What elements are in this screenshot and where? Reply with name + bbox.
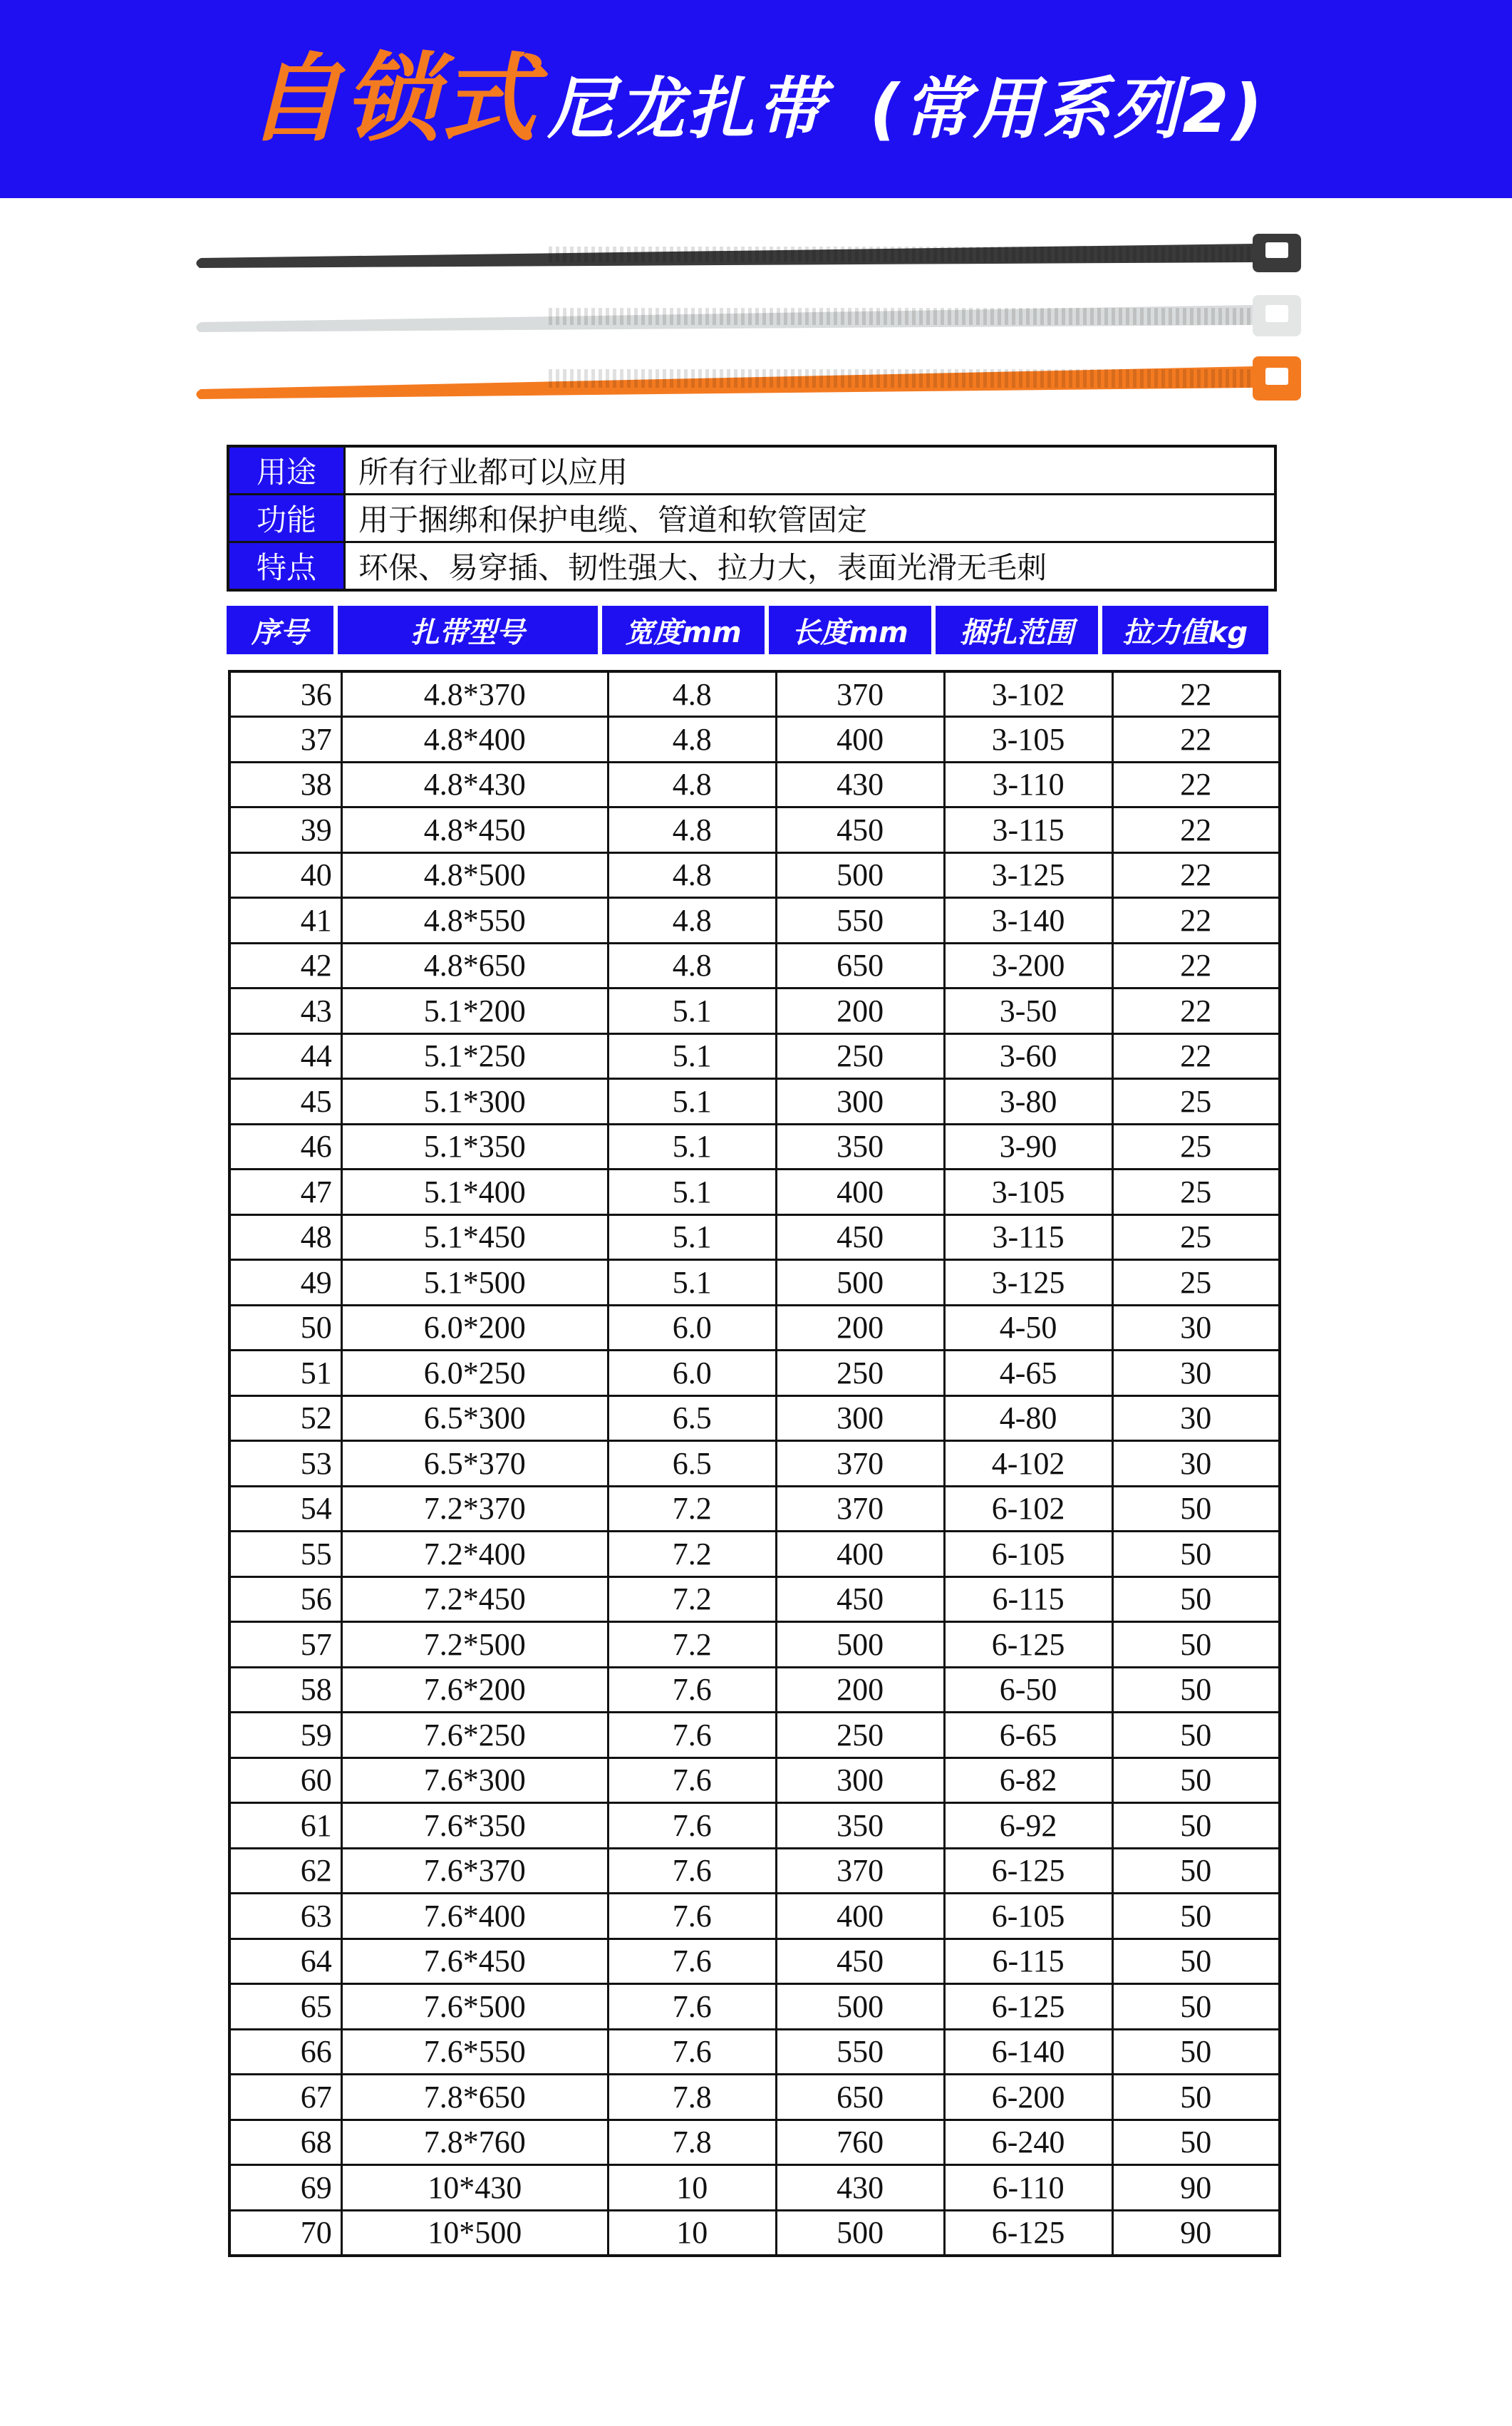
table-cell: 50 (1112, 1757, 1280, 1803)
table-cell: 30 (1112, 1395, 1280, 1441)
info-row (228, 542, 1275, 591)
table-row (229, 1351, 1280, 1396)
table-cell: 51 (229, 1351, 341, 1396)
table-cell: 550 (776, 898, 944, 944)
table-cell: 6-200 (944, 2075, 1112, 2120)
table-cell: 25 (1112, 1170, 1280, 1215)
table-cell: 650 (776, 943, 944, 989)
table-cell: 61 (229, 1803, 341, 1849)
table-cell: 4.8 (608, 898, 776, 944)
table-cell: 7.6*250 (341, 1713, 608, 1758)
table-cell: 59 (229, 1713, 341, 1758)
table-cell: 7.2*500 (341, 1622, 608, 1668)
table-cell: 37 (229, 717, 341, 763)
natural-cable-tie (196, 295, 1301, 336)
table-cell: 3-110 (944, 762, 1112, 807)
table-cell: 25 (1112, 1260, 1280, 1306)
table-cell: 5.1 (608, 1079, 776, 1125)
table-cell: 3-115 (944, 807, 1112, 853)
table-cell: 7.2 (608, 1532, 776, 1577)
table-cell: 450 (776, 1576, 944, 1622)
table-row (229, 2210, 1280, 2256)
table-row (229, 2029, 1280, 2075)
table-cell: 4.8*500 (341, 852, 608, 898)
table-cell: 760 (776, 2120, 944, 2165)
table-row (229, 898, 1280, 944)
table-cell: 50 (1112, 1667, 1280, 1713)
table-cell: 7.8*760 (341, 2120, 608, 2165)
table-cell: 50 (1112, 2120, 1280, 2165)
table-cell: 67 (229, 2075, 341, 2120)
table-cell: 10*430 (341, 2165, 608, 2211)
table-cell: 45 (229, 1079, 341, 1125)
table-cell: 6-125 (944, 1984, 1112, 2030)
table-cell: 250 (776, 1713, 944, 1758)
table-cell: 6-82 (944, 1757, 1112, 1803)
table-row (229, 717, 1280, 763)
table-cell: 10 (608, 2165, 776, 2211)
table-cell: 3-105 (944, 1170, 1112, 1215)
table-cell: 3-125 (944, 852, 1112, 898)
table-cell: 6-92 (944, 1803, 1112, 1849)
table-row (229, 1622, 1280, 1668)
table-row (229, 1757, 1280, 1803)
table-cell: 6-102 (944, 1486, 1112, 1532)
table-cell: 5.1 (608, 1170, 776, 1215)
info-label: 用途 (228, 446, 345, 495)
table-cell: 22 (1112, 898, 1280, 944)
table-row (229, 1305, 1280, 1351)
table-cell: 6.5*370 (341, 1441, 608, 1487)
table-cell: 22 (1112, 852, 1280, 898)
table-cell: 50 (1112, 1622, 1280, 1668)
table-cell: 57 (229, 1622, 341, 1668)
table-cell: 6.0 (608, 1305, 776, 1351)
table-row (229, 1894, 1280, 1939)
column-header: 宽度mm (602, 606, 765, 654)
table-cell: 50 (1112, 1486, 1280, 1532)
table-cell: 7.6 (608, 2029, 776, 2075)
table-cell: 3-140 (944, 898, 1112, 944)
table-cell: 6-65 (944, 1713, 1112, 1758)
table-cell: 49 (229, 1260, 341, 1306)
table-cell: 38 (229, 762, 341, 807)
table-cell: 56 (229, 1576, 341, 1622)
table-row (229, 1713, 1280, 1758)
table-cell: 50 (1112, 1576, 1280, 1622)
table-cell: 50 (229, 1305, 341, 1351)
column-header: 长度mm (769, 606, 931, 654)
table-cell: 7.2*450 (341, 1576, 608, 1622)
table-cell: 47 (229, 1170, 341, 1215)
table-cell: 5.1*450 (341, 1214, 608, 1260)
table-cell: 46 (229, 1124, 341, 1170)
table-row (229, 1532, 1280, 1577)
table-cell: 200 (776, 1667, 944, 1713)
table-cell: 42 (229, 943, 341, 989)
table-cell: 3-50 (944, 989, 1112, 1034)
spec-table-header (227, 606, 1280, 654)
table-cell: 43 (229, 989, 341, 1034)
table-cell: 7.6 (608, 1713, 776, 1758)
table-cell: 53 (229, 1441, 341, 1487)
table-cell: 430 (776, 762, 944, 807)
table-cell: 30 (1112, 1305, 1280, 1351)
table-cell: 4.8 (608, 943, 776, 989)
table-row (229, 1576, 1280, 1622)
table-cell: 6.5 (608, 1441, 776, 1487)
info-value: 用于捆绑和保护电缆、管道和软管固定 (345, 495, 1276, 542)
table-cell: 4.8*550 (341, 898, 608, 944)
table-cell: 6-125 (944, 1848, 1112, 1894)
table-cell: 400 (776, 717, 944, 763)
table-cell: 22 (1112, 989, 1280, 1034)
table-cell: 50 (1112, 1984, 1280, 2030)
table-row (229, 1170, 1280, 1215)
table-cell: 30 (1112, 1351, 1280, 1396)
table-cell: 10 (608, 2210, 776, 2256)
table-row (229, 1803, 1280, 1849)
table-cell: 22 (1112, 943, 1280, 989)
table-cell: 500 (776, 1260, 944, 1306)
title-main: 尼龙扎带 (547, 71, 827, 148)
table-row (229, 1395, 1280, 1441)
table-cell: 500 (776, 1984, 944, 2030)
table-cell: 7.6*450 (341, 1939, 608, 1984)
table-cell: 25 (1112, 1079, 1280, 1125)
table-cell: 5.1*350 (341, 1124, 608, 1170)
table-cell: 3-200 (944, 943, 1112, 989)
table-cell: 4.8*450 (341, 807, 608, 853)
table-cell: 6.0 (608, 1351, 776, 1396)
table-cell: 370 (776, 1848, 944, 1894)
info-value: 所有行业都可以应用 (345, 446, 1276, 495)
table-cell: 4.8*400 (341, 717, 608, 763)
table-cell: 5.1 (608, 1260, 776, 1306)
table-cell: 7.2 (608, 1576, 776, 1622)
table-cell: 50 (1112, 1894, 1280, 1939)
table-cell: 54 (229, 1486, 341, 1532)
table-cell: 22 (1112, 717, 1280, 763)
column-header: 捆扎范围 (936, 606, 1098, 654)
table-cell: 4.8 (608, 807, 776, 853)
table-cell: 400 (776, 1894, 944, 1939)
info-value: 环保、易穿插、韧性强大、拉力大，表面光滑无毛刺 (345, 542, 1276, 591)
table-cell: 3-105 (944, 717, 1112, 763)
table-cell: 4-80 (944, 1395, 1112, 1441)
table-cell: 7.8*650 (341, 2075, 608, 2120)
table-cell: 4.8*370 (341, 671, 608, 717)
table-cell: 3-60 (944, 1033, 1112, 1079)
table-cell: 450 (776, 1939, 944, 1984)
table-cell: 7.6 (608, 1894, 776, 1939)
table-cell: 52 (229, 1395, 341, 1441)
table-cell: 430 (776, 2165, 944, 2211)
table-cell: 44 (229, 1033, 341, 1079)
table-cell: 6-125 (944, 1622, 1112, 1668)
info-label: 功能 (228, 495, 345, 542)
table-cell: 7.6*370 (341, 1848, 608, 1894)
table-row (229, 1260, 1280, 1306)
table-cell: 66 (229, 2029, 341, 2075)
table-cell: 5.1 (608, 989, 776, 1034)
table-cell: 70 (229, 2210, 341, 2256)
info-label: 特点 (228, 542, 345, 591)
orange-cable-tie (196, 356, 1301, 401)
column-header: 扎带型号 (338, 606, 598, 654)
table-cell: 6.0*250 (341, 1351, 608, 1396)
table-cell: 25 (1112, 1214, 1280, 1260)
column-header: 序号 (227, 606, 333, 654)
black-cable-tie (196, 234, 1301, 272)
table-cell: 450 (776, 807, 944, 853)
table-cell: 370 (776, 1486, 944, 1532)
table-row (229, 1984, 1280, 2030)
table-cell: 5.1*400 (341, 1170, 608, 1215)
table-row (229, 2165, 1280, 2211)
table-cell: 90 (1112, 2165, 1280, 2211)
table-cell: 7.6 (608, 1803, 776, 1849)
table-cell: 5.1*250 (341, 1033, 608, 1079)
table-cell: 4.8 (608, 671, 776, 717)
table-cell: 90 (1112, 2210, 1280, 2256)
table-cell: 6-140 (944, 2029, 1112, 2075)
table-cell: 22 (1112, 671, 1280, 717)
table-row (229, 1848, 1280, 1894)
table-row (229, 989, 1280, 1034)
table-row (229, 2075, 1280, 2120)
table-cell: 300 (776, 1757, 944, 1803)
table-cell: 550 (776, 2029, 944, 2075)
table-cell: 50 (1112, 2075, 1280, 2120)
table-cell: 7.6*400 (341, 1894, 608, 1939)
table-cell: 500 (776, 2210, 944, 2256)
table-cell: 350 (776, 1124, 944, 1170)
spec-table (228, 670, 1281, 2257)
table-cell: 41 (229, 898, 341, 944)
table-cell: 4.8 (608, 717, 776, 763)
table-cell: 7.6*300 (341, 1757, 608, 1803)
table-cell: 300 (776, 1395, 944, 1441)
table-row (229, 1079, 1280, 1125)
table-cell: 200 (776, 1305, 944, 1351)
table-cell: 450 (776, 1214, 944, 1260)
title-series: (常用系列2) (869, 71, 1265, 148)
table-cell: 370 (776, 671, 944, 717)
table-cell: 50 (1112, 1532, 1280, 1577)
cable-ties-image (192, 227, 1318, 412)
info-row (228, 495, 1275, 542)
table-cell: 6.5*300 (341, 1395, 608, 1441)
table-row (229, 1214, 1280, 1260)
table-cell: 7.6*500 (341, 1984, 608, 2030)
table-cell: 22 (1112, 1033, 1280, 1079)
table-cell: 7.8 (608, 2075, 776, 2120)
table-cell: 7.6 (608, 1667, 776, 1713)
table-cell: 7.6 (608, 1984, 776, 2030)
table-cell: 30 (1112, 1441, 1280, 1487)
table-cell: 7.6 (608, 1939, 776, 1984)
table-cell: 250 (776, 1351, 944, 1396)
table-cell: 48 (229, 1214, 341, 1260)
table-cell: 5.1 (608, 1214, 776, 1260)
table-cell: 6.5 (608, 1395, 776, 1441)
table-cell: 50 (1112, 1803, 1280, 1849)
title-highlight: 自锁式 (247, 43, 538, 155)
table-cell: 350 (776, 1803, 944, 1849)
column-header: 拉力值kg (1102, 606, 1268, 654)
table-cell: 650 (776, 2075, 944, 2120)
table-cell: 370 (776, 1441, 944, 1487)
product-info-table (227, 445, 1277, 592)
table-row (229, 1939, 1280, 1984)
table-row (229, 852, 1280, 898)
table-row (229, 943, 1280, 989)
table-row (229, 2120, 1280, 2165)
table-row (229, 1033, 1280, 1079)
table-row (229, 1667, 1280, 1713)
table-cell: 3-90 (944, 1124, 1112, 1170)
table-cell: 200 (776, 989, 944, 1034)
table-cell: 40 (229, 852, 341, 898)
table-cell: 7.6 (608, 1757, 776, 1803)
table-cell: 7.8 (608, 2120, 776, 2165)
table-cell: 300 (776, 1079, 944, 1125)
table-cell: 7.6*200 (341, 1667, 608, 1713)
table-cell: 7.6 (608, 1848, 776, 1894)
table-row (229, 762, 1280, 807)
table-cell: 7.6*350 (341, 1803, 608, 1849)
table-cell: 6-105 (944, 1894, 1112, 1939)
table-cell: 63 (229, 1894, 341, 1939)
table-cell: 6.0*200 (341, 1305, 608, 1351)
table-cell: 6-110 (944, 2165, 1112, 2211)
table-cell: 65 (229, 1984, 341, 2030)
table-cell: 55 (229, 1532, 341, 1577)
table-cell: 64 (229, 1939, 341, 1984)
info-row (228, 446, 1275, 495)
table-cell: 7.2*400 (341, 1532, 608, 1577)
table-cell: 50 (1112, 1713, 1280, 1758)
table-cell: 50 (1112, 1939, 1280, 1984)
page-title (247, 43, 1265, 155)
table-cell: 39 (229, 807, 341, 853)
table-cell: 400 (776, 1170, 944, 1215)
table-cell: 6-105 (944, 1532, 1112, 1577)
table-cell: 5.1*200 (341, 989, 608, 1034)
table-cell: 4.8*430 (341, 762, 608, 807)
table-row (229, 1124, 1280, 1170)
table-cell: 6-115 (944, 1939, 1112, 1984)
table-cell: 58 (229, 1667, 341, 1713)
table-cell: 69 (229, 2165, 341, 2211)
table-cell: 5.1 (608, 1124, 776, 1170)
table-cell: 62 (229, 1848, 341, 1894)
table-cell: 4.8 (608, 762, 776, 807)
table-cell: 6-240 (944, 2120, 1112, 2165)
table-cell: 4.8*650 (341, 943, 608, 989)
table-cell: 3-115 (944, 1214, 1112, 1260)
table-row (229, 807, 1280, 853)
table-cell: 6-50 (944, 1667, 1112, 1713)
table-cell: 22 (1112, 762, 1280, 807)
table-row (229, 671, 1280, 717)
table-cell: 25 (1112, 1124, 1280, 1170)
table-cell: 6-125 (944, 2210, 1112, 2256)
table-cell: 68 (229, 2120, 341, 2165)
table-cell: 7.2 (608, 1486, 776, 1532)
table-cell: 60 (229, 1757, 341, 1803)
table-cell: 4-65 (944, 1351, 1112, 1396)
table-cell: 500 (776, 852, 944, 898)
title-banner (0, 0, 1512, 198)
table-cell: 3-80 (944, 1079, 1112, 1125)
table-cell: 50 (1112, 1848, 1280, 1894)
table-cell: 4-102 (944, 1441, 1112, 1487)
table-row (229, 1486, 1280, 1532)
table-cell: 3-102 (944, 671, 1112, 717)
table-cell: 5.1*500 (341, 1260, 608, 1306)
table-cell: 4.8 (608, 852, 776, 898)
table-cell: 3-125 (944, 1260, 1112, 1306)
table-cell: 500 (776, 1622, 944, 1668)
table-cell: 7.2 (608, 1622, 776, 1668)
table-cell: 5.1*300 (341, 1079, 608, 1125)
table-cell: 6-115 (944, 1576, 1112, 1622)
table-cell: 5.1 (608, 1033, 776, 1079)
table-row (229, 1441, 1280, 1487)
table-cell: 250 (776, 1033, 944, 1079)
table-cell: 4-50 (944, 1305, 1112, 1351)
table-cell: 36 (229, 671, 341, 717)
table-cell: 22 (1112, 807, 1280, 853)
table-cell: 400 (776, 1532, 944, 1577)
table-cell: 10*500 (341, 2210, 608, 2256)
table-cell: 7.6*550 (341, 2029, 608, 2075)
table-cell: 7.2*370 (341, 1486, 608, 1532)
table-cell: 50 (1112, 2029, 1280, 2075)
